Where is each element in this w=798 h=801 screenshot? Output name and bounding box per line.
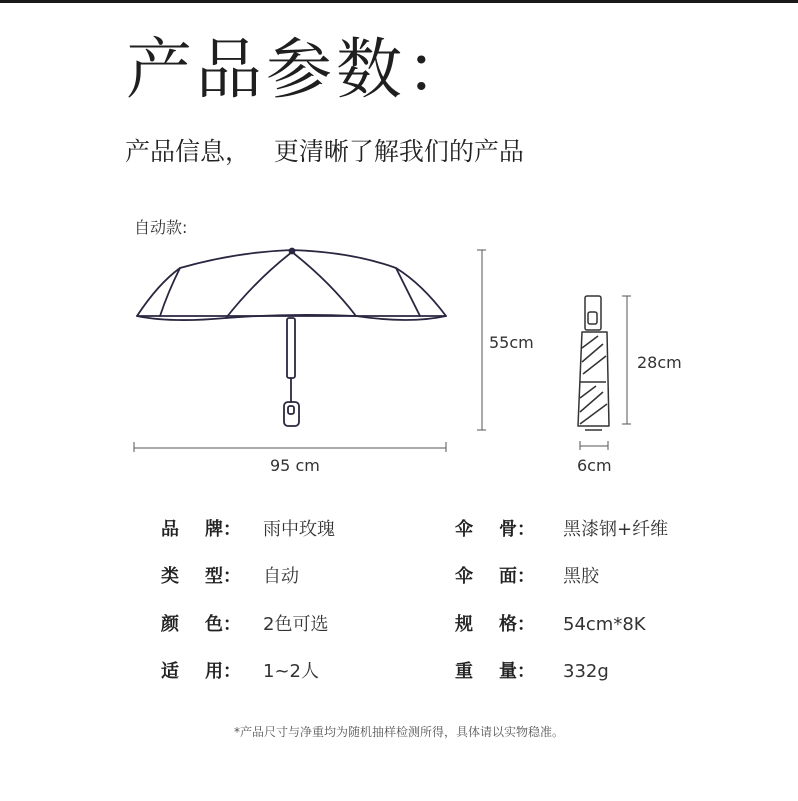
spec-key-size: 规 格：	[455, 614, 535, 635]
page-title: 产品参数：	[126, 31, 476, 108]
page-subtitle: 产品信息， 更清晰了解我们的产品	[125, 137, 524, 166]
open-width-unit: cm	[295, 456, 320, 475]
spec-key-capacity: 适 用：	[161, 661, 241, 682]
open-width-value: 95	[270, 456, 291, 475]
spec-key-brand: 品 牌：	[161, 519, 241, 540]
footnote: *产品尺寸与净重均为随机抽样检测所得，具体请以实物稳准。	[233, 725, 564, 739]
spec-key-canopy: 伞 面：	[455, 566, 535, 587]
spec-key-frame: 伞 骨：	[455, 519, 535, 540]
folded-width-label: 6cm	[577, 456, 612, 475]
spec-value-color: 2色可选	[263, 614, 329, 635]
spec-key-type: 类 型：	[161, 566, 241, 587]
spec-key-color: 颜 色：	[161, 614, 241, 635]
spec-key-weight: 重 量：	[455, 661, 535, 682]
spec-value-type: 自动	[263, 566, 299, 587]
spec-value-capacity: 1~2人	[263, 661, 319, 682]
open-height-label: 55cm	[489, 333, 534, 352]
spec-value-frame: 黑漆钢+纤维	[563, 519, 669, 540]
spec-value-weight: 332g	[563, 661, 609, 682]
spec-value-brand: 雨中玫瑰	[263, 519, 335, 540]
spec-value-canopy: 黑胶	[563, 566, 599, 587]
folded-height-label: 28cm	[637, 353, 682, 372]
spec-value-size: 54cm*8K	[563, 614, 646, 635]
variant-label: 自动款:	[134, 218, 188, 237]
